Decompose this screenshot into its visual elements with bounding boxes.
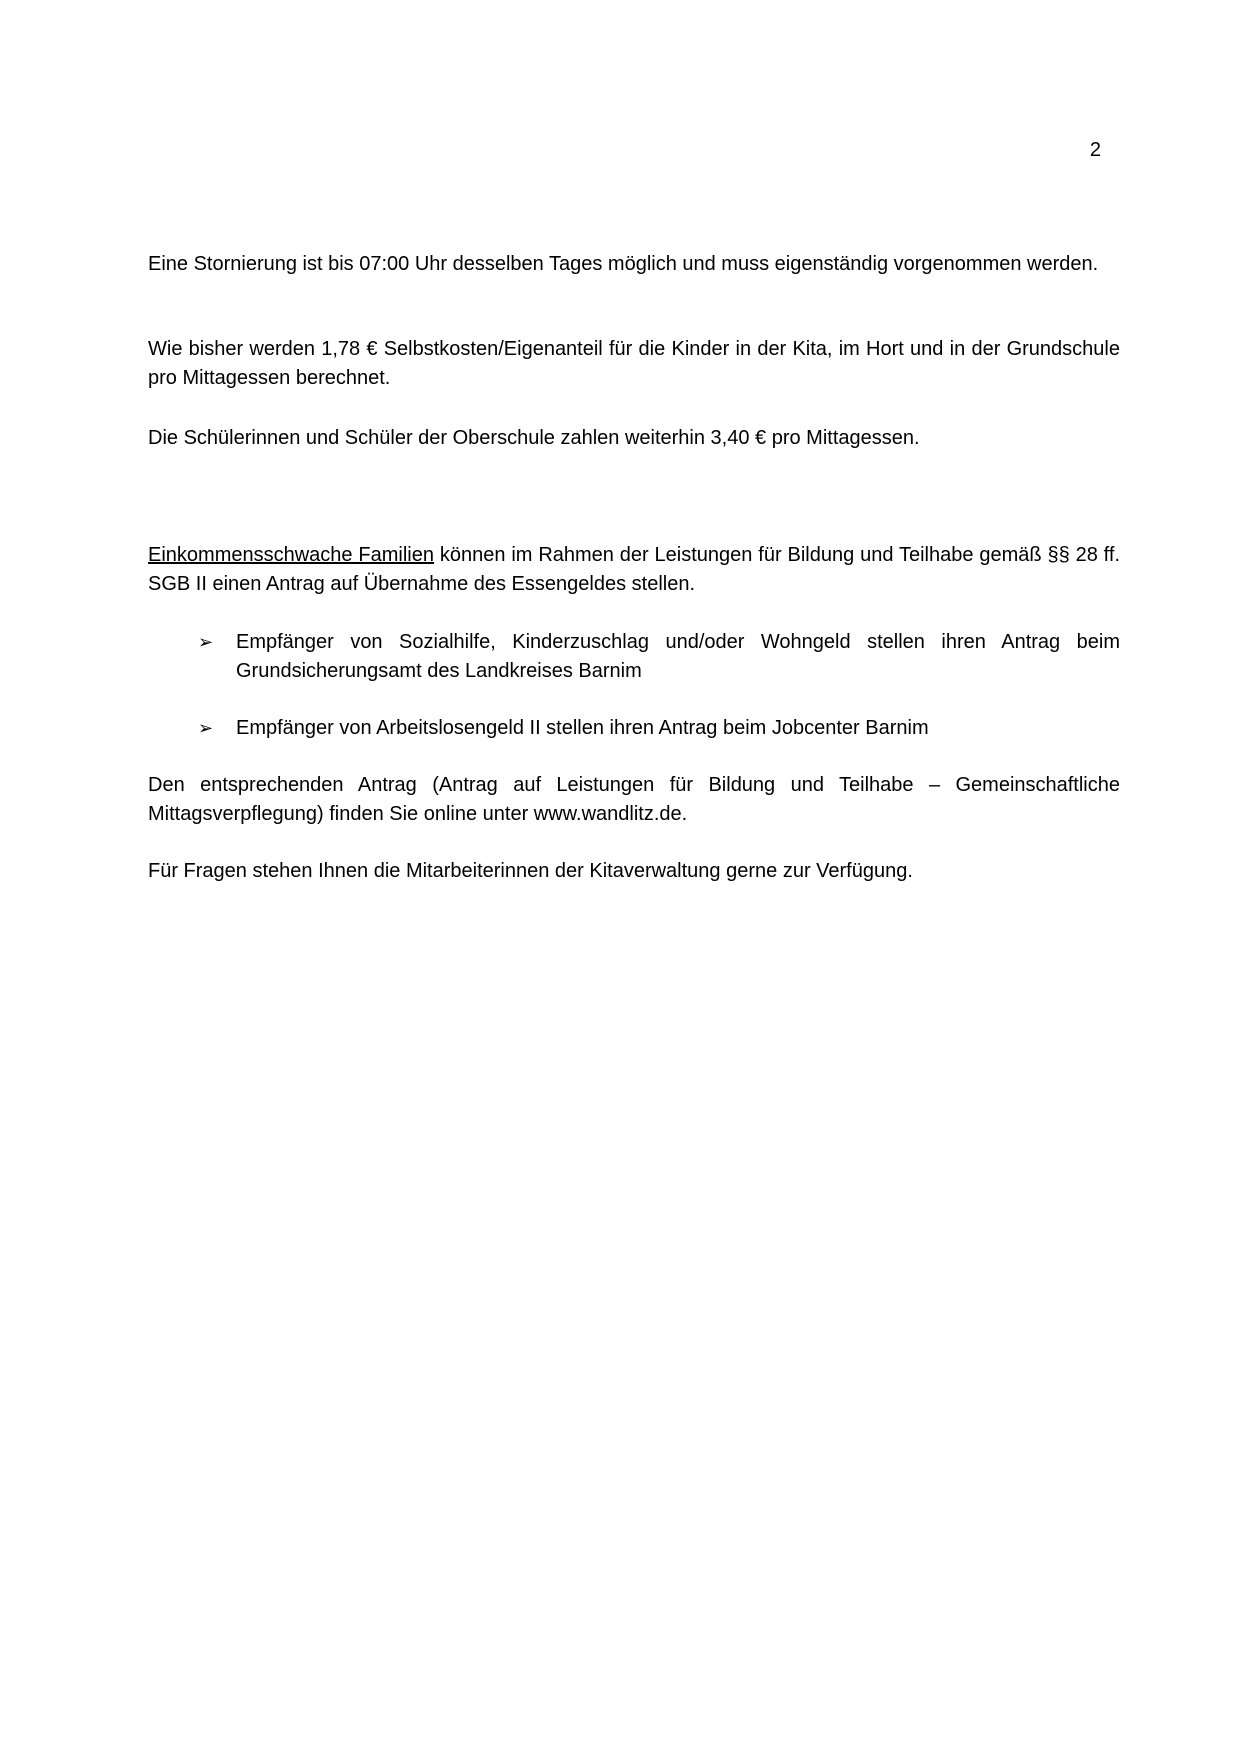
low-income-families-term: Einkommensschwache Familien <box>148 544 434 566</box>
kita-cost-paragraph: Wie bisher werden 1,78 € Selbstkosten/Eigenanteil für die Kinder in der Kita, im Hort und in der Grundschule pro Mittagessen berechnet. <box>148 338 1120 389</box>
application-paragraph: Den entsprechenden Antrag (Antrag auf Leistungen für Bildung und Teilhabe – Gemeinschaftliche Mittagsverpflegung) finden Sie online unter www.wandlitz.de. <box>148 774 1120 825</box>
questions-paragraph: Für Fragen stehen Ihnen die Mitarbeiterinnen der Kitaverwaltung gerne zur Verfügung. <box>148 860 913 882</box>
arrow-bullet-icon: ➢ <box>198 632 214 652</box>
low-income-paragraph <box>148 541 1120 599</box>
cancellation-paragraph: Eine Stornierung ist bis 07:00 Uhr desselben Tages möglich und muss eigenständig vorgenommen werden. <box>148 253 1099 275</box>
list-item-text: Empfänger von Sozialhilfe, Kinderzuschlag und/oder Wohngeld stellen ihren Antrag beim Grundsicherungsamt des Landkreises Barnim <box>236 631 1120 682</box>
low-income-text: können im Rahmen der Leistungen für Bildung und Teilhabe gemäß §§ 28 ff. SGB II einen Antrag auf Übernahme des Essengeldes stellen. <box>148 544 1120 595</box>
page-number: 2 <box>1089 139 1101 161</box>
list-item-text: Empfänger von Arbeitslosengeld II stellen ihren Antrag beim Jobcenter Barnim <box>236 717 929 739</box>
oberschule-cost-paragraph: Die Schülerinnen und Schüler der Oberschule zahlen weiterhin 3,40 € pro Mittagessen. <box>148 427 920 449</box>
arrow-bullet-icon: ➢ <box>198 718 214 738</box>
